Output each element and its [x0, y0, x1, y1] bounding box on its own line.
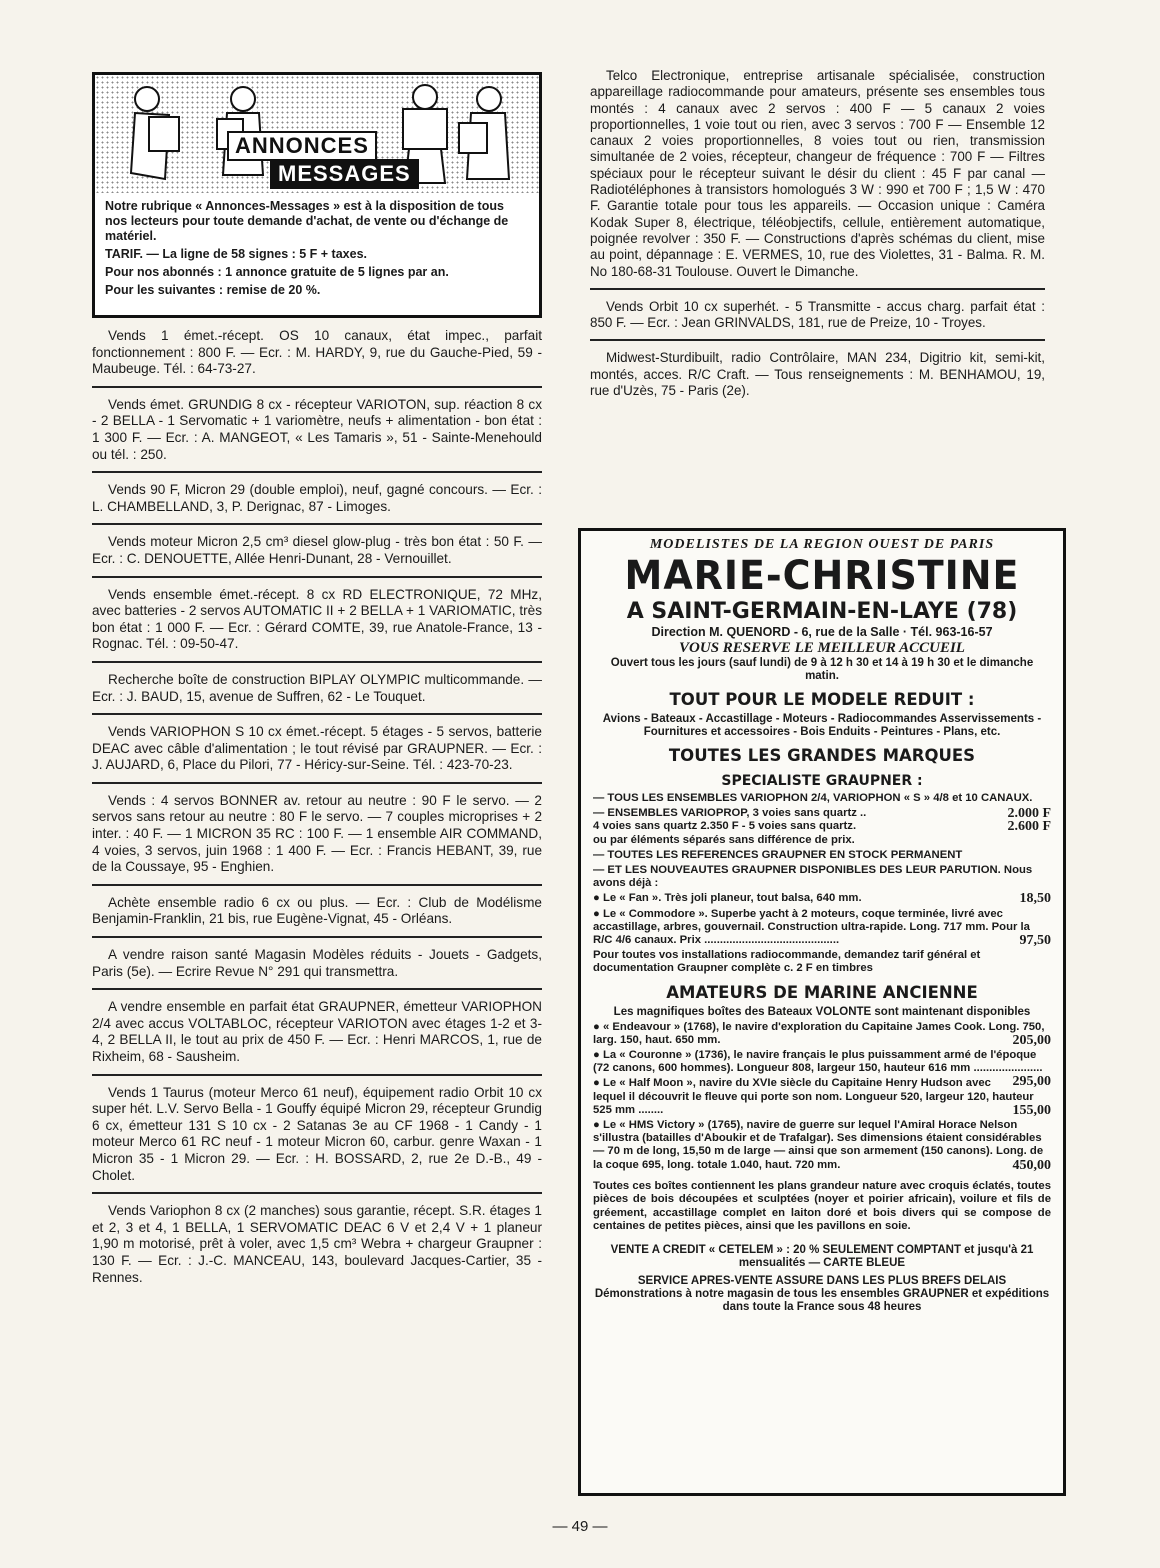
price-value: 97,50 [1019, 933, 1051, 949]
item-text: ● « Endeavour » (1768), le navire d'exploration du Capitaine James Cook. Long. 750, larg. 150, haut. 650 mm. [593, 1020, 1045, 1046]
ship-half-moon [593, 1074, 1051, 1118]
classified-ad [92, 886, 542, 938]
item-text: ● Le « Commodore ». Superbe yacht à 2 moteurs, coque terminée, livré avec accastillage, arbres, gouvernail. Construction ultra-rapide. Long. 717 mm. Pour la R/C 4/6 canaux. Prix ........................................... [593, 907, 1030, 947]
ship-list [593, 1021, 1051, 1172]
classified-ad [92, 388, 542, 473]
classified-ad [92, 784, 542, 886]
ad-text: Vends ensemble émet.-récept. 8 cx RD ELECTRONIQUE, 72 MHz, avec batteries - 2 servos AUTOMATIC II + 2 BELLA + 1 VARIOMATIC, très bon état : 1 000 F. — Ecr. : Gérard COMTE, 39, rue Anatole-France, 13 - Rognac. Tél. : 09-50-47. [92, 586, 542, 652]
ad-text: Achète ensemble radio 6 cx ou plus. — Ecr. : Club de Modélisme Benjamin-Franklin, 21 bis, rue Eugène-Vignat, 45 - Orléans. [92, 894, 542, 927]
advert-region-line: MODELISTES DE LA REGION OUEST DE PARIS [649, 537, 995, 552]
ad-text: A vendre ensemble en parfait état GRAUPNER, émetteur VARIOPHON 2/4 avec accus VOLTABLOC, récepteur VARIOTON avec étages 1-2 et 3-4, 2 BELLA II, le tout au prix de 450 F. — Ecr. : Henri MARCOS, 1, rue de Rixheim, 68 - Sausheim. [92, 999, 542, 1064]
advert-credit: VENTE A CREDIT « CETELEM » : 20 % SEULEMENT COMPTANT et jusqu'à 21 mensualités — CARTE BLEUE [610, 1243, 1034, 1270]
advert-service: SERVICE APRES-VENTE ASSURE DANS LES PLUS BREFS DELAIS [637, 1274, 1007, 1287]
item-text: — ENSEMBLES VARIOPROP, 3 voies sans quartz .. [593, 807, 867, 820]
advert-demos: Démonstrations à notre magasin de tous les ensembles GRAUPNER et expéditions dans toute la France sous 48 heures [594, 1288, 1050, 1314]
left-column [92, 72, 542, 1294]
ad-text: Vends 1 Taurus (moteur Merco 61 neuf), équipement radio Orbit 10 cx super hét. L.V. Servo Bella - 1 Gouffy équipé Micron 29, récepteur Grundig 6 cx, émetteur 131 S 10 cx - 2 Satanas 3e au CF 1968 - 1 Candy - 1 moteur Merco 61 RC neuf - 1 moteur Micron 60, carbur. genre Waxan - 1 Micron 35 - 1 Micron 29. — Ecr. : H. BOSSARD, 2, rue 2e D.-B., 49 - Cholet. [92, 1084, 542, 1183]
price-value: 295,00 [1012, 1074, 1051, 1090]
header-title-annonces: ANNONCES [227, 131, 377, 161]
reader-figure-icon [455, 83, 515, 187]
classified-ad [92, 663, 542, 715]
advert-city: A SAINT-GERMAIN-EN-LAYE (78) [626, 599, 1018, 624]
price-value: 2.600 F [1007, 819, 1051, 835]
item-text: ● Le « Fan ». Très joli planeur, tout balsa, 640 mm. [593, 892, 862, 905]
header-intro: Notre rubrique « Annonces-Messages » est à la disposition de tous nos lecteurs pour toute demande d'achat, de vente ou d'échange de matériel. [105, 199, 509, 243]
header-text [95, 193, 539, 298]
product-commodore [593, 908, 1051, 948]
item-text: ● Le « HMS Victory » (1765), navire de guerre sur lequel l'Amiral Horace Nelson s'illustra (batailles d'Aboukir et de Trafalgar). Ses dimensions étaient considérables — 70 m de long, 15,50 m de large — ainsi que son armement (150 canons). Long. de la coque 695, long. totale 1.040, haut. 720 mm. [593, 1119, 1044, 1171]
graupner-item: — TOUS LES ENSEMBLES VARIOPHON 2/4, VARIOPHON « S » 4/8 et 10 CANAUX. [593, 792, 1033, 804]
advert-shop-name: MARIE-CHRISTINE [624, 553, 1020, 599]
header-tarif: TARIF. — La ligne de 58 signes : 5 F + taxes. [105, 247, 367, 261]
ad-text: Midwest-Sturdibuilt, radio Contrôlaire, MAN 234, Digitrio kit, semi-kit, montés, acces. R/C Craft. — Tous renseignements : M. BENHAMOU, 19, rue d'Uzès, 75 - Paris (2e). [590, 350, 1045, 399]
ad-text: A vendre raison santé Magasin Modèles réduits - Jouets - Gadgets, Paris (5e). — Ecrire Revue N° 291 qui transmettra. [92, 947, 542, 979]
classified-ad [590, 64, 1045, 290]
price-value: 18,50 [1019, 891, 1051, 907]
graupner-list [593, 792, 1051, 976]
advert-products: Avions - Bateaux - Accastillage - Moteurs - Radiocommandes Asservissements - Fournitures et accessoires - Bois Enduits - Peintures - Plans, etc. [602, 713, 1042, 738]
classified-ad [92, 1194, 542, 1294]
ad-text: Vends émet. GRUNDIG 8 cx - récepteur VARIOTON, sup. réaction 8 cx - 2 BELLA - 1 Servomatic + 1 variomètre, neufs + alimentation - bon état : 1 300 F. — Ecr. : A. MANGEOT, « Les Tamaris », 51 - Sainte-Menehould ou tél. : 250. [92, 396, 542, 462]
graupner-item-varioprop [593, 807, 1051, 847]
ad-text: Vends Orbit 10 cx superhét. - 5 Transmitte - accus charg. parfait état : 850 F. — Ecr. : Jean GRINVALDS, 181, rue de Preize, 10 - Troyes. [590, 298, 1045, 331]
advert-heading-marine: AMATEURS DE MARINE ANCIENNE [666, 982, 978, 1002]
header-title-messages: MESSAGES [270, 159, 419, 189]
price-value: 155,00 [1012, 1102, 1051, 1118]
classified-ad [92, 715, 542, 784]
annonces-header-box [92, 72, 542, 318]
classified-ad [590, 290, 1045, 342]
item-text: ● Le « Half Moon », navire du XVIe siècle du Capitaine Henry Hudson avec lequel il découvrit le fleuve qui porte son nom. Longueur 520, largeur 120, hauteur 525 mm ........ [593, 1077, 1034, 1116]
ad-text: Vends VARIOPHON S 10 cx émet.-récept. 5 étages - 5 servos, batterie DEAC avec câble d'alimentation ; le tout révisé par GRAUPNER. — Ecr. : J. AUJARD, 6, Place du Pilori, 77 - Héricy-sur-Seine. Tél. : 423-70-23. [92, 724, 542, 773]
ship-endeavour [593, 1021, 1051, 1047]
ship-hms-victory [593, 1119, 1051, 1172]
price-value: 205,00 [1012, 1032, 1051, 1048]
classified-ad [92, 473, 542, 525]
ad-text: Vends 1 émet.-récept. OS 10 canaux, état impec., parfait fonctionnement : 800 F. — Ecr. : M. HARDY, 9, rue du Gauche-Pied, 59 - Maubeuge. Tél. : 64-73-27. [92, 328, 542, 377]
right-column [590, 64, 1045, 407]
item-text: 4 voies sans quartz 2.350 F - 5 voies sans quartz. [593, 820, 857, 833]
header-abonnes: Pour nos abonnés : 1 annonce gratuite de 5 lignes par an. [105, 265, 449, 279]
advert-hours: Ouvert tous les jours (sauf lundi) de 9 à 12 h 30 et 14 à 19 h 30 et le dimanche matin. [610, 657, 1034, 682]
ad-text: Recherche boîte de construction BIPLAY OLYMPIC multicommande. — Ecr. : J. BAUD, 15, avenue de Suffren, 62 - Le Touquet. [92, 671, 542, 704]
item-text: ● La « Couronne » (1736), le navire français le plus puissamment armé de l'époque (72 canons, 600 hommes). Longueur 808, largeur 150, hauteur 616 mm ...................... [593, 1049, 1043, 1075]
ad-text: Vends : 4 servos BONNER av. retour au neutre : 90 F le servo. — 2 servos sans retour au neutre : 80 F le servo. — 7 couples microprises + 2 inter. : 40 F. — 1 MICRON 35 RC : 100 F. — 1 ensemble AIR COMMAND, 4 voies, 3 servos, juin 1968 : 1 400 F. — Ecr. : Francis HEBANT, 39, rue de la Coussaye, 95 - Enghien. [92, 792, 542, 875]
advert-heading-tout: TOUT POUR LE MODELE REDUIT : [669, 690, 975, 709]
graupner-tarif: Pour toutes vos installations radiocommande, demandez tarif général et documentation Graupner complète c. 2 F en timbres [593, 949, 981, 975]
advert-volonte: Les magnifiques boîtes des Bateaux VOLONTE sont maintenant disponibles [613, 1005, 1031, 1018]
classified-ad [92, 938, 542, 990]
advert-heading-graupner: SPECIALISTE GRAUPNER : [721, 773, 923, 789]
marie-christine-advert [578, 528, 1066, 1496]
advert-direction: Direction M. QUENORD - 6, rue de la Salle · Tél. 963-16-57 [651, 625, 993, 639]
classified-ad [92, 1076, 542, 1195]
ad-text: Vends 90 F, Micron 29 (double emploi), neuf, gagné concours. — Ecr. : L. CHAMBELLAND, 3, P. Derignac, 87 - Limoges. [92, 482, 542, 514]
product-fan [593, 892, 1051, 905]
classified-ad [590, 341, 1045, 407]
classified-ad [92, 318, 542, 388]
graupner-item: — ET LES NOUVEAUTES GRAUPNER DISPONIBLES DES LEUR PARUTION. Nous avons déjà : [593, 864, 1033, 890]
advert-boxes-description: Toutes ces boîtes contiennent les plans grandeur nature avec croquis éclatés, toutes pièces de bois découpées et sculptées (noyer et poirier africain), voilure et fils de gréement, accastillage complet en laiton doré et bois divers qui se compose de centaines de petites pièces, ainsi que les pavillons en soie. [593, 1179, 1051, 1233]
ad-text: Vends Variophon 8 cx (2 manches) sous garantie, récept. S.R. étages 1 et 2, 3 et 4, 1 BELLA, 1 SERVOMATIC DEAC 6 V et 2,4 V + 1 planeur 1,90 m motorisé, prêt à voler, avec 1,5 cm³ Webra + chargeur Graupner : 130 F. — Ecr. : J.-C. MANCEAU, 143, boulevard Jacques-Cartier, 35 - Rennes. [92, 1203, 542, 1285]
classified-ad [92, 578, 542, 663]
classified-ad [92, 990, 542, 1075]
classified-ad [92, 525, 542, 577]
header-suivantes: Pour les suivantes : remise de 20 %. [105, 283, 321, 297]
graupner-item: — TOUTES LES REFERENCES GRAUPNER EN STOCK PERMANENT [593, 848, 963, 861]
price-value: 450,00 [1012, 1157, 1051, 1173]
page-number: — 49 — [552, 1518, 608, 1535]
price-value: 2.000 F [1007, 806, 1051, 822]
advert-heading-marques: TOUTES LES GRANDES MARQUES [668, 746, 976, 765]
ad-text: Vends moteur Micron 2,5 cm³ diesel glow-plug - très bon état : 50 F. — Ecr. : C. DENOUETTE, Allée Henri-Dunant, 28 - Vernouillet. [92, 534, 542, 566]
item-text: ou par éléments séparés sans différence de prix. [593, 833, 855, 846]
advert-reserve: VOUS RESERVE LE MEILLEUR ACCUEIL [679, 640, 965, 656]
reader-figure-icon [125, 83, 185, 187]
ad-text: Telco Electronique, entreprise artisanale spécialisée, construction appareillage radiocommande pour amateurs, présente ses ensembles tous montés : 4 canaux avec 2 servos : 400 F — 5 canaux 2 voies proportionnelles, 1 voie tout ou rien, avec 3 servos : 700 F — Ensemble 12 canaux 2 voies proportionnelles, 8 voies tout ou rien, transmission simultanée de 2 voies, récepteur, changeur de fréquence : 700 F — Filtres spéciaux pour le récepteur suivant le désir du client : 45 F par canal — Radiotéléphones à transistors homologués 3 W : 990 et 700 F ; 1,5 W : 470 F. Garantie totale pour tous les appareils. — Occasion unique : Caméra Kodak Super 8, électrique, téléobjectifs, cellule, entièrement automatique, poignée revolver : 350 F. — Constructions d'après schémas du client, mise au point, dépannage : E. VERMES, 10, rue des Violettes, 31 - Balma. R. M. No 180-68-31 Toulouse. Ouvert le Dimanche. [590, 68, 1045, 279]
header-illustration [95, 75, 539, 193]
ship-couronne [593, 1049, 1051, 1090]
